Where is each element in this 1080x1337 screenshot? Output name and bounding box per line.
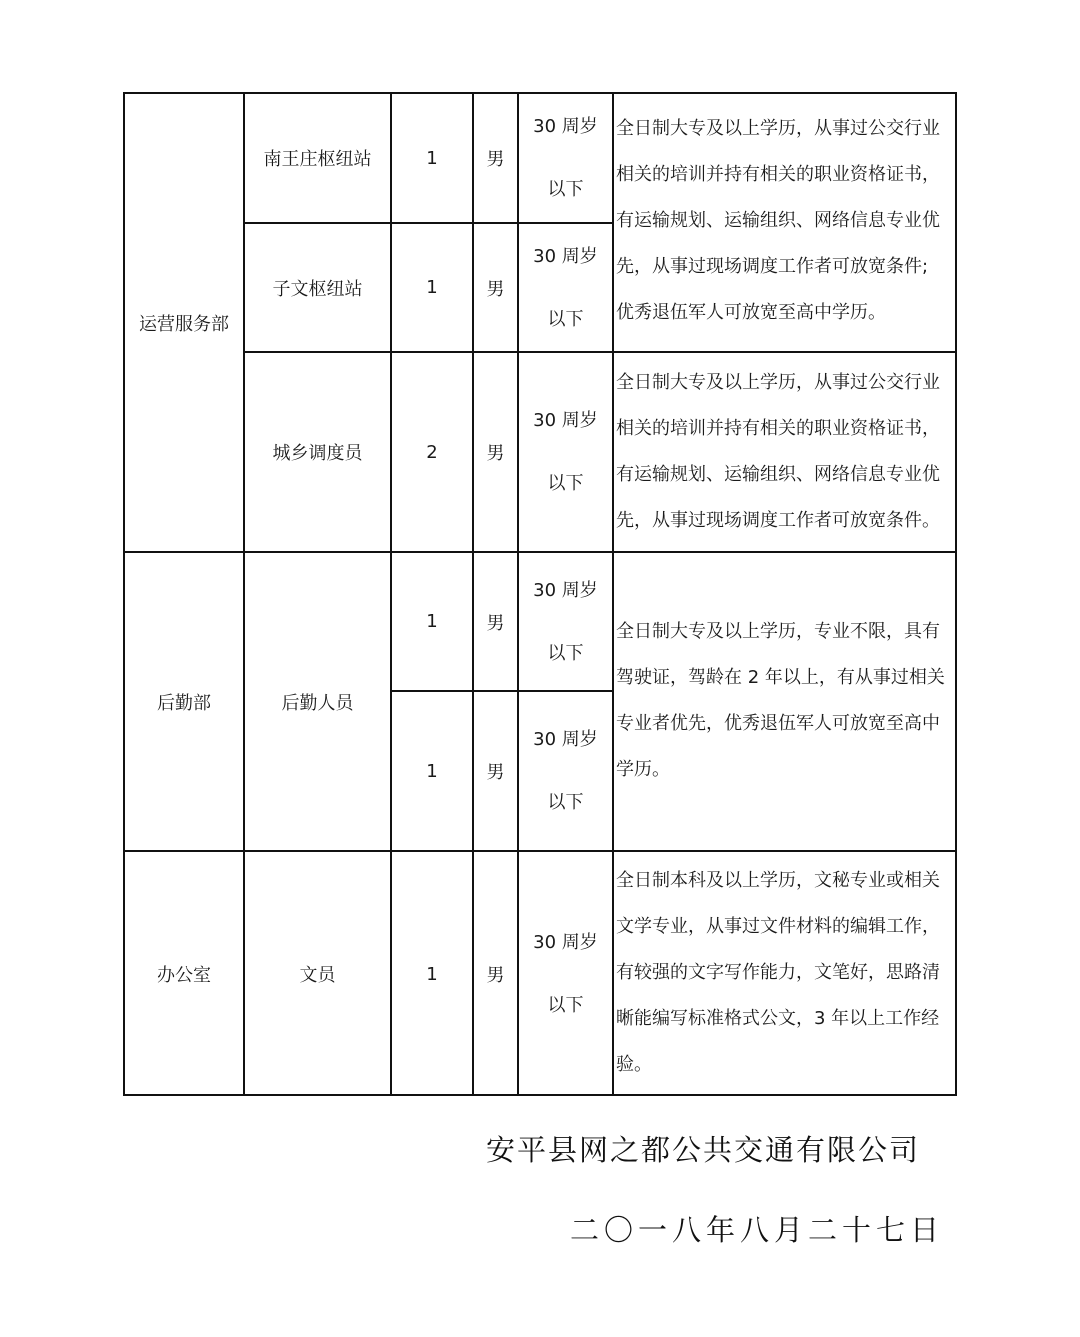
company-name: 安平县网之都公共交通有限公司	[486, 1133, 921, 1167]
age-line1: 30 周岁	[533, 245, 598, 267]
age-line2: 以下	[547, 179, 584, 200]
gender-cell	[474, 692, 517, 850]
req-line: 优秀退伍军人可放宽至高中学历。	[616, 302, 886, 323]
count-cell	[392, 353, 472, 551]
pos-clerk-label: 文员	[299, 965, 336, 986]
req-line: 专业者优先，优秀退伍军人可放宽至高中	[616, 713, 940, 734]
count-cell	[392, 224, 472, 351]
req-line: 文学专业，从事过文件材料的编辑工作，	[616, 916, 940, 937]
age-cell	[519, 94, 612, 222]
gender-value: 男	[486, 965, 505, 986]
dept-ops-label: 运营服务部	[139, 313, 229, 335]
age-cell	[519, 353, 612, 551]
count-cell	[392, 553, 472, 690]
req-line: 先，从事过现场调度工作者可放宽条件;	[616, 256, 929, 277]
req-line: 相关的培训并持有相关的职业资格证书，	[616, 164, 940, 185]
count-value: 1	[426, 760, 438, 782]
requirements-office	[614, 858, 957, 1088]
req-line: 先，从事过现场调度工作者可放宽条件。	[616, 510, 940, 531]
req-line: 晰能编写标准格式公文，3 年以上工作经	[616, 1008, 940, 1029]
requirements-ops-a	[614, 106, 957, 336]
age-line1: 30 周岁	[533, 116, 598, 137]
count-cell	[392, 852, 472, 1096]
req-line: 有运输规划、运输组织、网络信息专业优	[616, 464, 940, 485]
age-line2: 以下	[547, 308, 584, 330]
dept-ops-cell	[125, 94, 243, 551]
dept-office-cell	[125, 852, 243, 1096]
age-line2: 以下	[547, 642, 584, 664]
req-line: 有较强的文字写作能力，文笔好，思路清	[616, 962, 940, 983]
count-value: 2	[426, 441, 438, 463]
pos-nanwang-label: 南王庄枢纽站	[263, 149, 372, 170]
gender-value: 男	[486, 149, 505, 170]
pos-chengxiang-cell	[245, 353, 390, 551]
gender-value: 男	[486, 443, 505, 464]
req-line: 学历。	[616, 759, 670, 780]
dept-logistics-cell	[125, 553, 243, 850]
pos-clerk-cell	[245, 852, 390, 1096]
count-value: 1	[426, 963, 438, 985]
document-date: 二〇一八年八月二十七日	[570, 1213, 945, 1247]
age-line1: 30 周岁	[533, 579, 598, 601]
pos-nanwang-cell	[245, 94, 390, 222]
recruitment-table	[123, 92, 957, 1096]
count-value: 1	[426, 147, 438, 169]
age-cell	[519, 224, 612, 351]
count-cell	[392, 692, 472, 850]
gender-value: 男	[486, 612, 505, 634]
req-line: 驾驶证，驾龄在 2 年以上，有从事过相关	[616, 667, 945, 688]
dept-logistics-label: 后勤部	[157, 692, 211, 714]
age-line2: 以下	[547, 792, 584, 813]
req-line: 全日制大专及以上学历，从事过公交行业	[616, 118, 940, 139]
req-line: 全日制大专及以上学历，从事过公交行业	[616, 372, 940, 393]
gender-cell	[474, 224, 517, 351]
age-line1: 30 周岁	[533, 932, 598, 953]
gender-cell	[474, 852, 517, 1096]
pos-ziwen-cell	[245, 224, 390, 351]
pos-logistics-label: 后勤人员	[281, 692, 354, 714]
gender-cell	[474, 353, 517, 551]
req-line: 验。	[616, 1054, 652, 1075]
req-line: 全日制本科及以上学历，文秘专业或相关	[616, 870, 940, 891]
age-line2: 以下	[547, 473, 584, 494]
age-line1: 30 周岁	[533, 410, 598, 431]
pos-chengxiang-label: 城乡调度员	[272, 443, 363, 464]
gender-value: 男	[486, 278, 505, 300]
age-line2: 以下	[547, 995, 584, 1016]
req-line: 相关的培训并持有相关的职业资格证书，	[616, 418, 940, 439]
requirements-ops-b	[614, 360, 957, 544]
req-line: 全日制大专及以上学历，专业不限，具有	[616, 621, 940, 642]
gender-cell	[474, 553, 517, 690]
pos-logistics-cell	[245, 553, 390, 850]
gender-cell	[474, 94, 517, 222]
count-cell	[392, 94, 472, 222]
gender-value: 男	[486, 762, 505, 783]
count-value: 1	[426, 611, 438, 632]
age-cell	[519, 852, 612, 1096]
dept-office-label: 办公室	[157, 965, 211, 986]
age-line1: 30 周岁	[533, 729, 598, 750]
age-cell	[519, 692, 612, 850]
age-cell	[519, 553, 612, 690]
req-line: 有运输规划、运输组织、网络信息专业优	[616, 210, 940, 231]
count-value: 1	[426, 277, 438, 298]
requirements-logistics	[614, 609, 957, 793]
pos-ziwen-label: 子文枢纽站	[272, 278, 363, 300]
